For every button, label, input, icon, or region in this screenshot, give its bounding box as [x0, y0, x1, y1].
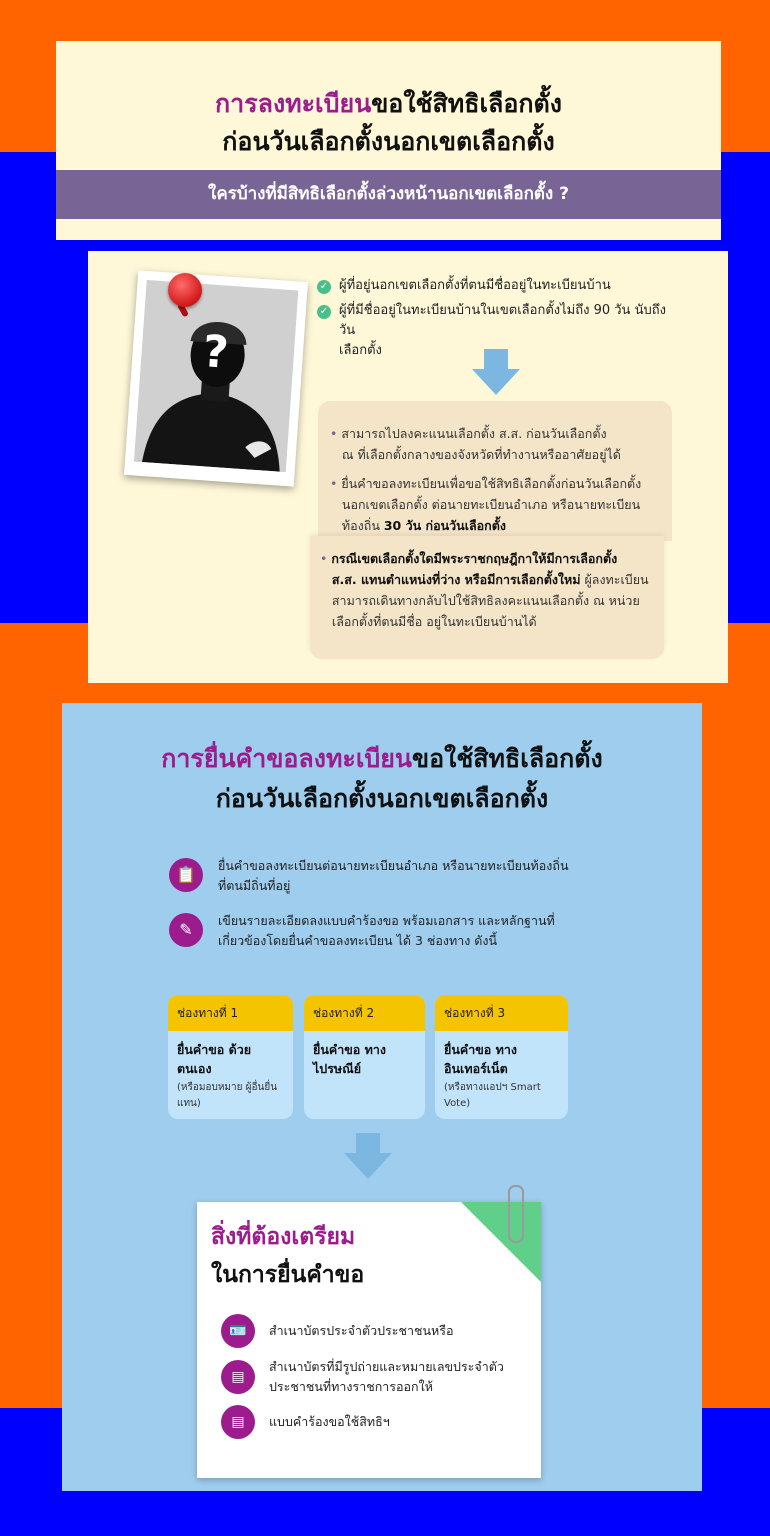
green-corner [461, 1202, 541, 1282]
title-highlight: การลงทะเบียน [215, 89, 372, 118]
anonymous-person-photo [124, 270, 308, 486]
eligibility-item-1: ผู้ที่อยู่นอกเขตเลือกตั้งที่ตนมีชื่ออยู่ในทะเบียนบ้าน [339, 278, 611, 293]
rights-bullet-2: • ยื่นคำขอลงทะเบียนเพื่อขอใช้สิทธิเลือกตั้งก่อนวันเลือกตั้ง นอกเขตเลือกตั้ง ต่อนายทะเบียนอำเภอ หรือนายทะเบียน ท้องถิ่น 30 วัน ก่อนวันเลือกตั้ง [330, 476, 642, 533]
pencil-icon: ✎ [169, 913, 203, 947]
eligibility-item-2: ผู้ที่มีชื่ออยู่ในทะเบียนบ้านในเขตเลือกตั้งไม่ถึง 90 วัน นับถึงวัน เลือกตั้ง [339, 303, 666, 358]
application-step-2: เขียนรายละเอียดลงแบบคำร้องขอ พร้อมเอกสาร และหลักฐานที่ เกี่ยวข้องโดยยื่นคำขอลงทะเบียน ได้ 3 ช่องทาง ดังนี้ [218, 913, 555, 948]
channel-card-1: ช่องทางที่ 1 ยื่นคำขอ ด้วยตนเอง (หรือมอบหมาย ผู้อื่นยื่น แทน) [168, 995, 293, 1119]
reelection-box [310, 536, 664, 659]
page-title [56, 85, 721, 161]
down-arrow-head [344, 1153, 392, 1179]
down-arrow-icon [484, 349, 508, 369]
pushpin-icon [168, 273, 202, 307]
down-arrow-icon [356, 1133, 380, 1153]
eligibility-card [88, 251, 728, 683]
id-card-icon: 🪪 [221, 1314, 255, 1348]
paperclip-icon [508, 1185, 524, 1243]
document-icon: ▤ [221, 1360, 255, 1394]
rights-bullet-3: • กรณีเขตเลือกตั้งใดมีพระราชกฤษฎีกาให้มีการเลือกตั้ง ส.ส. แทนตำแหน่งที่ว่าง หรือมีการเลือกตั้งใหม่ ผู้ลงทะเบียน สามารถเดินทางกลับไปใช้สิทธิลงคะแนนเลือกตั้ง ณ หน่วย เลือกตั้งที่ตนมีชื่อ อยู่ในทะเบียนบ้านได้ [320, 551, 649, 629]
application-step-1: ยื่นคำขอลงทะเบียนต่อนายทะเบียนอำเภอ หรือนายทะเบียนท้องถิ่น ที่ตนมีถิ่นที่อยู่ [218, 858, 569, 893]
rights-bullet-1: • สามารถไปลงคะแนนเลือกตั้ง ส.ส. ก่อนวันเลือกตั้ง ณ ที่เลือกตั้งกลางของจังหวัดที่ทำงานหรืออาศัยอยู่ได้ [330, 426, 621, 462]
rights-box [318, 401, 672, 541]
question-mark-icon: ? [201, 326, 231, 379]
prep-item-1: สำเนาบัตรประจำตัวประชาชนหรือ [269, 1323, 454, 1338]
check-icon: ✓ [317, 305, 331, 319]
clipboard-icon: 📋 [169, 858, 203, 892]
prep-item-3: แบบคำร้องขอใช้สิทธิฯ [269, 1414, 390, 1429]
application-title: การยื่นคำขอลงทะเบียนขอใช้สิทธิเลือกตั้ง ก่อนวันเลือกตั้งนอกเขตเลือกตั้ง [161, 744, 603, 813]
question-band: ใครบ้างที่มีสิทธิเลือกตั้งล่วงหน้านอกเขตเลือกตั้ง ? [56, 170, 721, 219]
prep-item-2: สำเนาบัตรที่มีรูปถ่ายและหมายเลขประจำตัว ประชาชนที่ทางราชการออกให้ [269, 1359, 504, 1394]
preparation-note [197, 1202, 541, 1478]
prep-title-1: สิ่งที่ต้องเตรียม [211, 1224, 356, 1250]
check-icon: ✓ [317, 280, 331, 294]
channel-card-2: ช่องทางที่ 2 ยื่นคำขอ ทาง ไปรษณีย์ [304, 995, 425, 1119]
document-icon: ▤ [221, 1405, 255, 1439]
down-arrow-head [472, 369, 520, 395]
title-rest: ขอใช้สิทธิเลือกตั้ง [371, 89, 562, 118]
application-card [62, 703, 702, 1491]
channel-card-3: ช่องทางที่ 3 ยื่นคำขอ ทาง อินเทอร์เน็ต (หรือทางแอปฯ Smart Vote) [435, 995, 568, 1119]
header-card [56, 41, 721, 240]
prep-title-2: ในการยื่นคำขอ [211, 1262, 365, 1288]
title-line2: ก่อนวันเลือกตั้งนอกเขตเลือกตั้ง [222, 127, 555, 156]
